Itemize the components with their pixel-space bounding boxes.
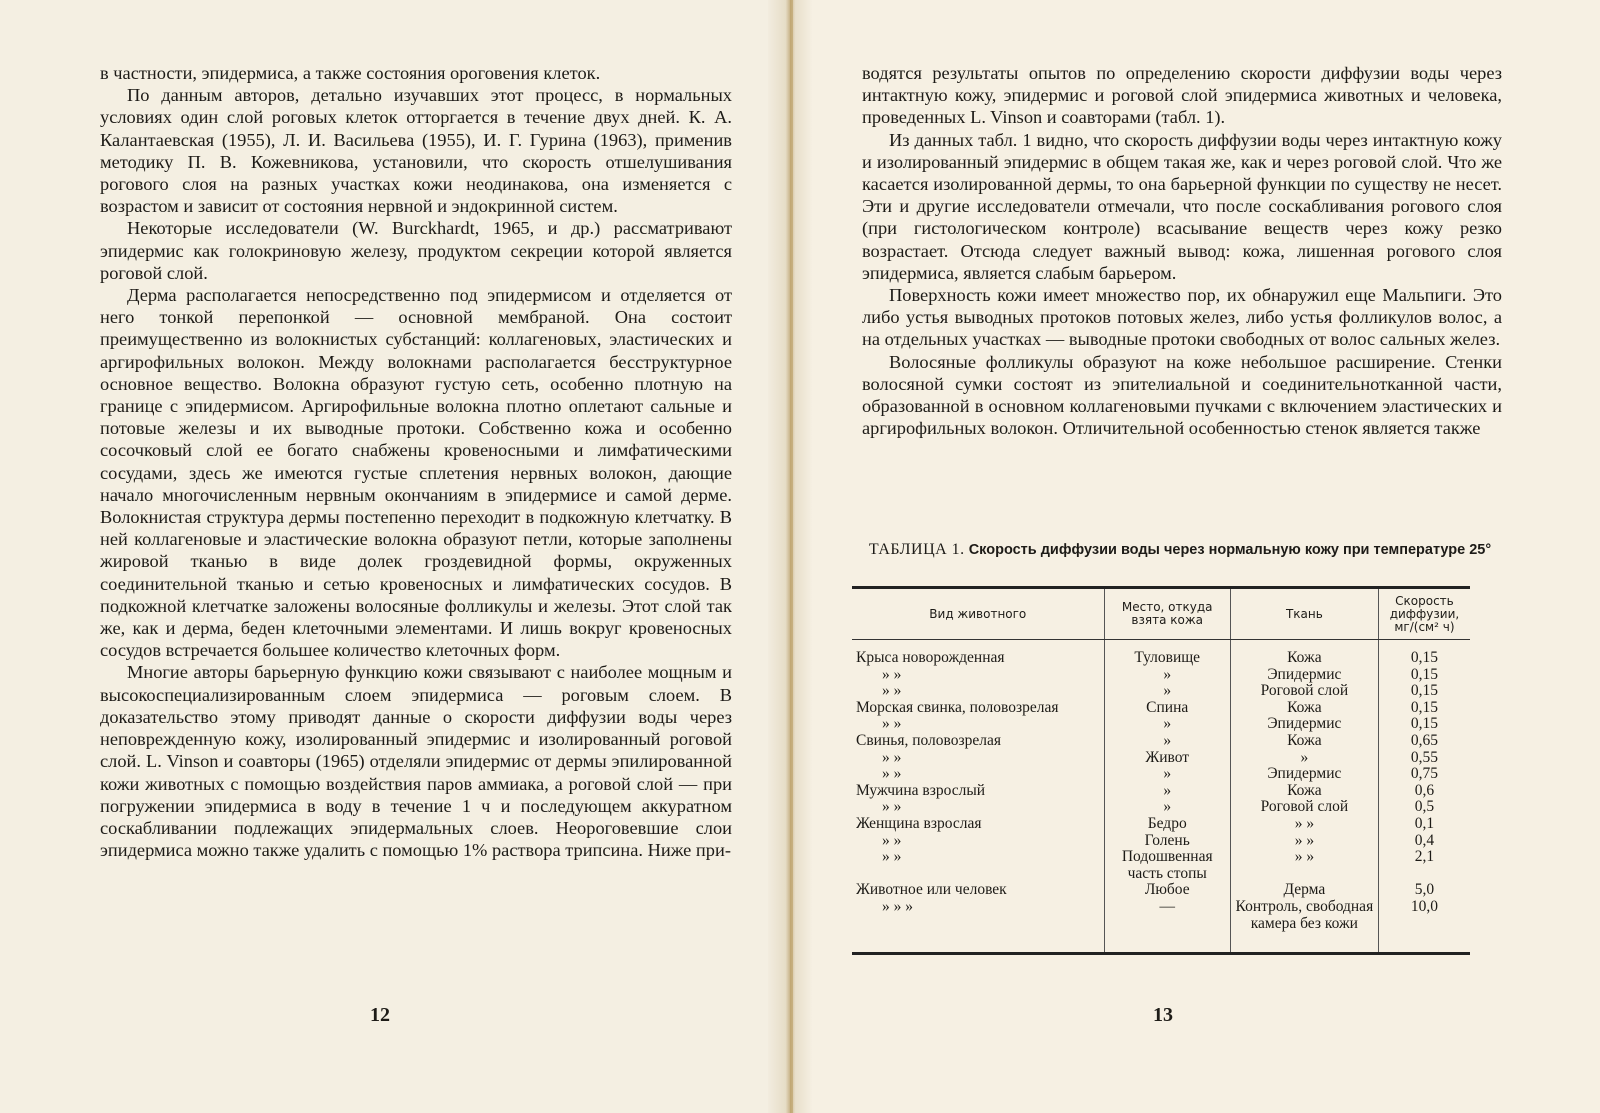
cell-animal: Свинья, половозрелая	[856, 731, 1001, 749]
cell-tissue: » »	[1230, 833, 1378, 850]
cell-tissue: Контроль, свободная камера без кожи	[1230, 899, 1378, 954]
table-row	[852, 640, 1470, 667]
cell-animal: Животное или человек	[856, 881, 1007, 899]
table-row	[852, 750, 1470, 767]
cell-animal: » »	[882, 682, 902, 700]
table-title: Скорость диффузии воды через нормальную кожу при температуре 25°	[968, 542, 1492, 558]
table-body	[852, 640, 1470, 954]
cell-rate: 0,65	[1378, 733, 1470, 750]
paragraph: Поверхность кожи имеет множество пор, их обнаружил еще Мальпиги. Это либо устья выводных протоков потовых желез, либо устья фолликулов волос, а на отдельных участках — выводные протоки свободных от волос сальных желез.	[862, 285, 1502, 350]
table-row	[852, 799, 1470, 816]
cell-tissue: Кожа	[1230, 733, 1378, 750]
table-row	[852, 783, 1470, 800]
cell-place: Туловище	[1104, 640, 1230, 667]
cell-place: »	[1104, 799, 1230, 816]
table-row	[852, 833, 1470, 850]
cell-animal: » »	[882, 765, 902, 783]
cell-place: »	[1104, 733, 1230, 750]
paragraph: Дерма располагается непосредственно под эпидермисом и отделяется от него тонкой перепонкой — основной мембраной. Она состоит преимущественно из волокнистых субстанций: коллагеновых, эластических и аргирофильных волокон. Между волокнами располагается бесструктурное основное вещество. Волокна образуют густую сеть, особенно плотную на границе с эпидермисом. Аргирофильные волокна плотно оплетают сальные и потовые железы и их выводные протоки. Собственно кожа и особенно сосочковый слой ее богато снабжены кровеносными и лимфатическими сосудами, здесь же имеются густые сплетения нервных волокон, дающие начало многочисленным нервным окончаниям в эпидермисе и самой дерме. Волокнистая структура дермы постепенно переходит в подкожную клетчатку. В ней коллагеновые и эластические волокна образуют петли, которые заполнены жировой тканью в виде долек гроздевидной формы, окруженных соединительной тканью и сетью кровеносных и лимфатических сосудов. В подкожной клетчатке заложены волосяные фолликулы и железы. Этот слой так же, как и дерма, беден клеточными элементами. И лишь вокруг кровеносных сосудов встречается большее количество клеточных форм.	[100, 285, 732, 661]
table-row	[852, 899, 1470, 954]
cell-animal: » »	[882, 715, 902, 733]
table-label: ТАБЛИЦА 1.	[868, 541, 965, 558]
paragraph: Волосяные фолликулы образуют на коже небольшое расширение. Стенки волосяной сумки состоят из эпителиальной и соединительнотканной части, образованной в основном коллагеновыми пучками с включением эластических и аргирофильных волокон. Отличительной особенностью стенок является также	[862, 351, 1502, 439]
cell-rate: 0,4	[1378, 833, 1470, 850]
paragraph: Многие авторы барьерную функцию кожи связывают с наиболее мощным и высокоспециализированным слоем эпидермиса — роговым слоем. В доказательство этому приводят данные о скорости диффузии воды через неповрежденную кожу, изолированный эпидермис и изолированный роговой слой. L. Vinson и соавторы (1965) отделяли эпидермис от дермы эпилированной кожи животных с помощью воздействия паров аммиака, а роговой слой — при погружении эпидермиса в воду в течение 1 ч и последующем аккуратном соскабливании подлежащих эпидермальных слоев. Неороговевшие слои эпидермиса можно также удалить с помощью 1% раствора трипсина. Ниже при-	[100, 662, 732, 861]
paragraph: Из данных табл. 1 видно, что скорость диффузии воды через интактную кожу и изолированный эпидермис в общем такая же, как и через роговой слой. Что же касается изолированной дермы, то она барьерной функции по существу не несет. Эти и другие исследователи отмечали, что после соскабливания рогового слоя (при гистологическом контроле) всасывание веществ через кожу резко возрастает. Отсюда следует важный вывод: кожа, лишенная рогового слоя эпидермиса, является слабым барьером.	[862, 129, 1502, 283]
table-row	[852, 716, 1470, 733]
cell-place: Спина	[1104, 700, 1230, 717]
cell-tissue: » »	[1230, 816, 1378, 833]
gutter-crease	[790, 0, 793, 1113]
cell-place: »	[1104, 716, 1230, 733]
paragraph: Некоторые исследователи (W. Burckhardt, 1965, и др.) рассматривают эпидермис как голокриновую железу, продуктом секреции которой является роговой слой.	[100, 218, 732, 283]
cell-tissue: Эпидермис	[1230, 716, 1378, 733]
cell-rate: 0,15	[1378, 667, 1470, 684]
cell-place: »	[1104, 766, 1230, 783]
cell-place: »	[1104, 783, 1230, 800]
header-tissue: Ткань	[1230, 588, 1378, 640]
cell-place: »	[1104, 667, 1230, 684]
cell-animal: Мужчина взрослый	[856, 781, 986, 799]
table-row	[852, 700, 1470, 717]
cell-tissue: »	[1230, 750, 1378, 767]
table-caption	[850, 540, 1510, 560]
cell-place: —	[1104, 899, 1230, 954]
table-row	[852, 733, 1470, 750]
table-row	[852, 882, 1470, 899]
cell-tissue: Эпидермис	[1230, 766, 1378, 783]
page-number-left: 12	[370, 1004, 390, 1026]
cell-place: »	[1104, 683, 1230, 700]
cell-tissue: Дерма	[1230, 882, 1378, 899]
cell-rate: 0,15	[1378, 700, 1470, 717]
paragraph: По данным авторов, детально изучавших этот процесс, в нормальных условиях один слой роговых клеток отторгается в течение двух дней. К. А. Калантаевская (1955), Л. И. Васильева (1955), И. Г. Гурина (1963), применив методику П. В. Кожевникова, установили, что скорость отшелушивания рогового слоя на разных участках кожи неодинакова, она изменяется с возрастом и зависит от состояния нервной и эндокринной систем.	[100, 85, 732, 217]
cell-place: Любое	[1104, 882, 1230, 899]
cell-animal: » » »	[852, 899, 1104, 954]
cell-tissue: Роговой слой	[1230, 683, 1378, 700]
left-text-column	[100, 62, 732, 861]
cell-rate: 0,15	[1378, 716, 1470, 733]
cell-rate: 0,55	[1378, 750, 1470, 767]
table-row	[852, 683, 1470, 700]
paragraph: водятся результаты опытов по определению скорости диффузии воды через интактную кожу, эпидермис и роговой слой эпидермиса животных и человека, проведенных L. Vinson и соавторами (табл. 1).	[862, 63, 1502, 128]
table-row	[852, 816, 1470, 833]
cell-rate: 10,0	[1378, 899, 1470, 954]
cell-tissue: Кожа	[1230, 700, 1378, 717]
cell-animal: » »	[882, 748, 902, 766]
cell-animal: Крыса новорожденная	[856, 649, 1005, 666]
cell-animal: Морская свинка, половозрелая	[856, 698, 1059, 716]
cell-animal: » »	[882, 665, 902, 683]
cell-tissue: » »	[1230, 849, 1378, 882]
cell-animal: » »	[882, 798, 902, 816]
cell-rate: 0,6	[1378, 783, 1470, 800]
cell-animal: Женщина взрослая	[856, 814, 982, 832]
cell-place: Голень	[1104, 833, 1230, 850]
header-animal: Вид животного	[852, 588, 1104, 640]
right-text-column	[862, 62, 1502, 439]
cell-rate: 2,1	[1378, 849, 1470, 882]
cell-place: Подошвенная часть стопы	[1104, 849, 1230, 882]
table-row	[852, 849, 1470, 882]
cell-animal: » »	[882, 848, 902, 866]
cell-tissue: Роговой слой	[1230, 799, 1378, 816]
paragraph: в частности, эпидермиса, а также состояния ороговения клеток.	[100, 63, 601, 83]
cell-rate: 0,15	[1378, 683, 1470, 700]
cell-place: Живот	[1104, 750, 1230, 767]
cell-animal: » »	[882, 831, 902, 849]
cell-tissue: Кожа	[1230, 783, 1378, 800]
cell-rate: 5,0	[1378, 882, 1470, 899]
left-page	[0, 0, 790, 1113]
table-row	[852, 667, 1470, 684]
cell-place: Бедро	[1104, 816, 1230, 833]
diffusion-rate-table	[852, 586, 1470, 955]
cell-rate: 0,1	[1378, 816, 1470, 833]
header-place: Место, откуда взята кожа	[1104, 588, 1230, 640]
cell-tissue: Эпидермис	[1230, 667, 1378, 684]
table-row	[852, 766, 1470, 783]
cell-rate: 0,5	[1378, 799, 1470, 816]
header-rate: Скорость диффузии, мг/(см² ч)	[1378, 588, 1470, 640]
page-number-right: 13	[1153, 1004, 1173, 1026]
cell-rate: 0,75	[1378, 766, 1470, 783]
right-page	[790, 0, 1600, 1113]
table-header-row	[852, 588, 1470, 640]
cell-rate: 0,15	[1378, 640, 1470, 667]
cell-tissue: Кожа	[1230, 640, 1378, 667]
